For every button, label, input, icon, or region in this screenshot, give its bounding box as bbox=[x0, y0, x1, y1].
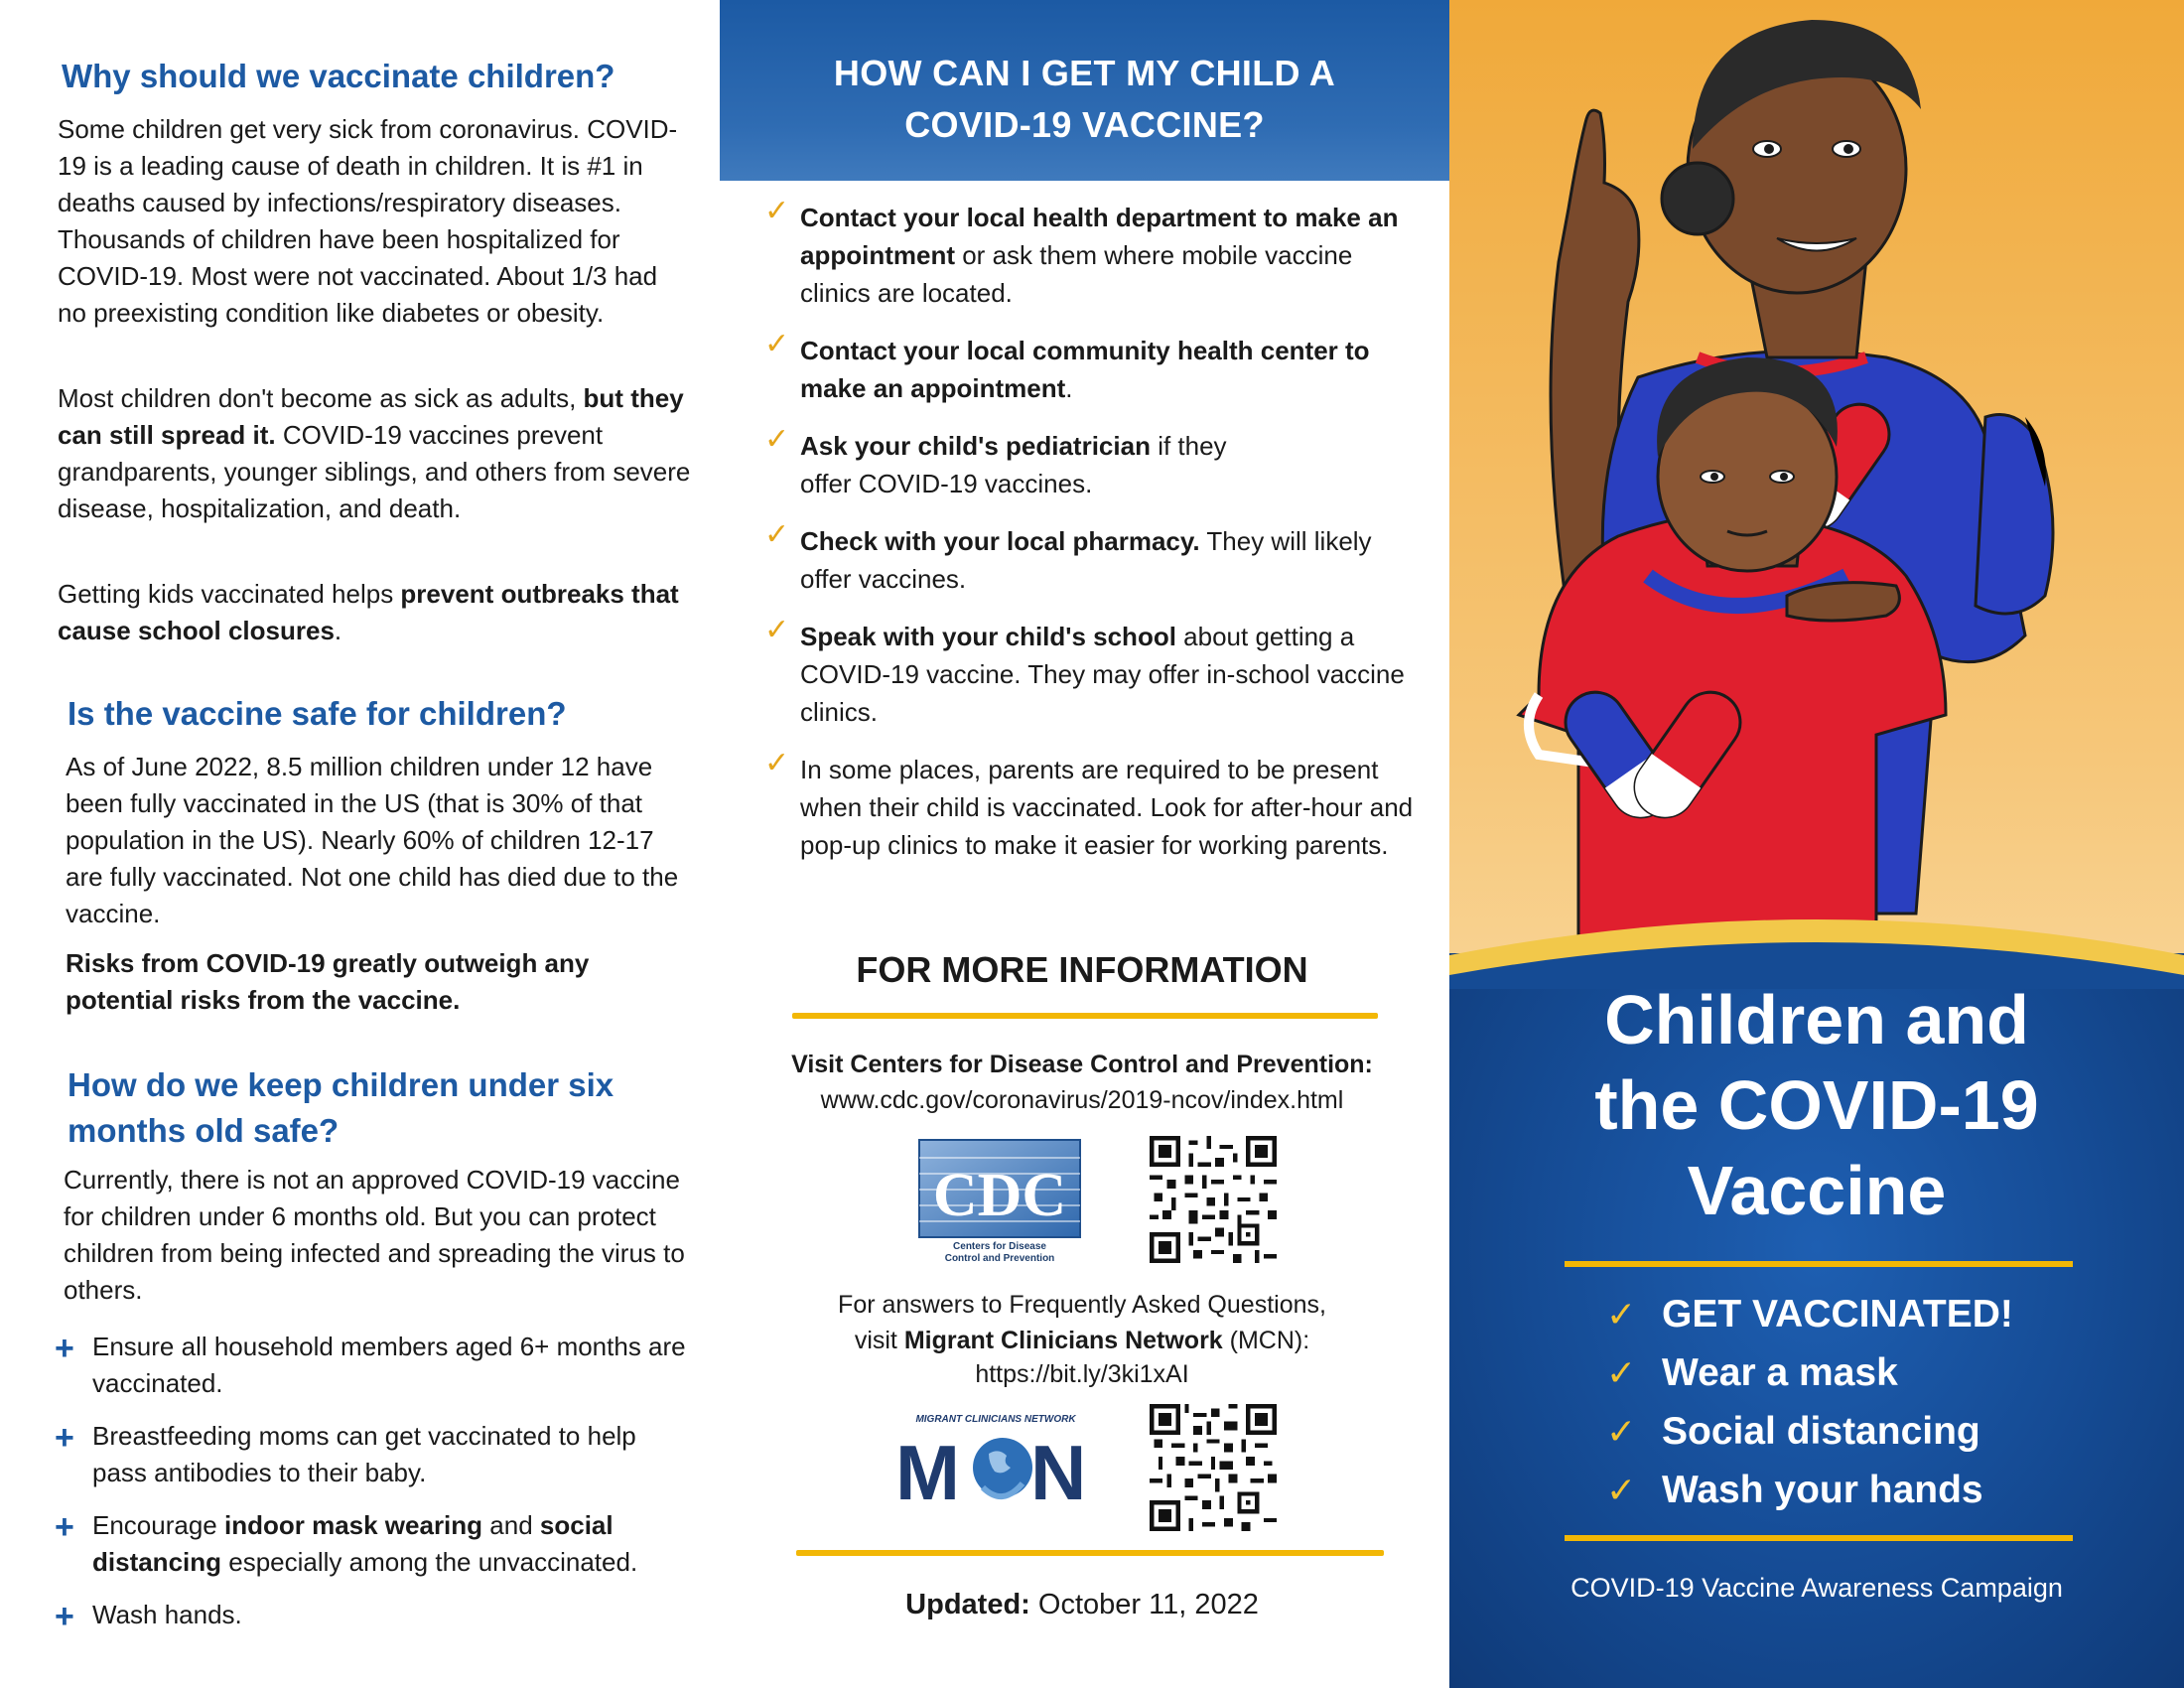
list-item-text: Social distancing bbox=[1662, 1410, 1980, 1453]
vaccine-options-list bbox=[764, 195, 1420, 864]
check-icon: ✓ bbox=[764, 518, 790, 551]
faq-bold: Migrant Clinicians Network bbox=[903, 1327, 1223, 1354]
middle-header-text: HOW CAN I GET MY CHILD A COVID-19 VACCINE? bbox=[833, 53, 1336, 145]
updated-date: October 11, 2022 bbox=[1029, 1589, 1259, 1620]
list-item-text: about getting a COVID-19 vaccine. They may offer in-school vaccine clinics. bbox=[800, 622, 1405, 727]
cover-checklist bbox=[1606, 1285, 2122, 1519]
protection-list bbox=[55, 1329, 690, 1649]
list-item bbox=[55, 1329, 690, 1402]
faq-line-2 bbox=[715, 1323, 1449, 1358]
check-icon: ✓ bbox=[1606, 1352, 1637, 1393]
faq-text: visit bbox=[854, 1327, 904, 1354]
gold-divider bbox=[1565, 1535, 2073, 1541]
mcn-logo-m: M bbox=[895, 1429, 960, 1509]
list-item-text: GET VACCINATED! bbox=[1662, 1293, 2013, 1336]
list-item-bold: social distancing bbox=[92, 1510, 614, 1577]
list-item bbox=[1606, 1402, 2122, 1461]
updated-label: Updated: bbox=[905, 1589, 1030, 1620]
why-p3-text: Getting kids vaccinated helps bbox=[58, 579, 401, 609]
campaign-name: COVID-19 Vaccine Awareness Campaign bbox=[1570, 1573, 2063, 1603]
list-item-bold: Check with your local pharmacy. bbox=[800, 526, 1200, 556]
check-icon: ✓ bbox=[764, 423, 790, 456]
list-item-text: Breastfeeding moms can get vaccinated to help pass antibodies to their baby. bbox=[92, 1421, 636, 1487]
check-icon: ✓ bbox=[764, 747, 790, 779]
cdc-logo-sub2: Control and Prevention bbox=[944, 1253, 1055, 1264]
check-icon: ✓ bbox=[764, 614, 790, 646]
plus-icon: + bbox=[55, 1330, 74, 1367]
cover-title-line: the COVID-19 bbox=[1594, 1066, 2039, 1144]
why-heading: Why should we vaccinate children? bbox=[62, 58, 615, 94]
list-item-text: Ensure all household members aged 6+ months are vaccinated. bbox=[92, 1332, 686, 1398]
gold-divider bbox=[1565, 1261, 2073, 1267]
list-item-bold: Ask your child's pediatrician bbox=[800, 431, 1151, 461]
why-p3-end: . bbox=[334, 616, 342, 645]
list-item bbox=[1606, 1343, 2122, 1402]
list-item-bold: indoor mask wearing bbox=[223, 1510, 483, 1540]
why-paragraph-2 bbox=[58, 380, 693, 527]
list-item-bold: Speak with your child's school bbox=[800, 622, 1176, 651]
list-item-text: Wear a mask bbox=[1662, 1351, 1898, 1394]
plus-icon: + bbox=[55, 1508, 74, 1546]
list-item bbox=[764, 423, 1261, 502]
list-item bbox=[55, 1507, 690, 1581]
why-p3-bold: prevent outbreaks that cause school closures bbox=[58, 579, 679, 645]
cdc-label: Visit Centers for Disease Control and Prevention: bbox=[791, 1051, 1373, 1078]
mcn-logo-top: MIGRANT CLINICIANS NETWORK bbox=[915, 1414, 1076, 1425]
cdc-qr-code[interactable] bbox=[1150, 1136, 1277, 1263]
list-item bbox=[55, 1418, 690, 1491]
gold-divider bbox=[792, 1013, 1378, 1019]
cover-title-line: Vaccine bbox=[1687, 1152, 1947, 1229]
yellow-curve bbox=[1449, 900, 2184, 989]
why-paragraph-3 bbox=[58, 576, 693, 649]
list-item-text: Wash hands. bbox=[92, 1600, 242, 1629]
family-illustration bbox=[1449, 0, 2184, 993]
mcn-logo-n: N bbox=[1030, 1429, 1087, 1509]
list-item bbox=[1606, 1461, 2122, 1519]
cdc-logo-sub1: Centers for Disease bbox=[953, 1241, 1046, 1252]
left-panel bbox=[0, 0, 715, 1688]
faq-url[interactable]: https://bit.ly/3ki1xAI bbox=[975, 1360, 1189, 1388]
safe-heading: Is the vaccine safe for children? bbox=[68, 695, 567, 732]
more-info-heading: FOR MORE INFORMATION bbox=[856, 949, 1308, 990]
six-months-paragraph: Currently, there is not an approved COVID-19 vaccine for children under 6 months old. But you can protect children from being infected and spreading the virus to others. bbox=[64, 1165, 685, 1305]
plus-icon: + bbox=[55, 1419, 74, 1457]
list-item-text: especially among the unvaccinated. bbox=[221, 1547, 638, 1577]
list-item-text: and bbox=[482, 1510, 540, 1540]
middle-header bbox=[720, 0, 1449, 181]
why-p2-text: Most children don't become as sick as adults, bbox=[58, 383, 584, 413]
cover-title bbox=[1449, 977, 2184, 1233]
safe-paragraph-2: Risks from COVID-19 greatly outweigh any potential risks from the vaccine. bbox=[66, 948, 590, 1015]
plus-icon: + bbox=[55, 1598, 74, 1635]
why-paragraph-1: Some children get very sick from coronavirus. COVID-19 is a leading cause of death in children. It is #1 in deaths caused by infections/respiratory diseases. Thousands of children have been hospitalized for COVID-19. Most were not vaccinated. About 1/3 had no preexisting condition like diabetes or obesity. bbox=[58, 114, 678, 328]
list-item-text: or ask them where mobile vaccine clinics are located. bbox=[800, 240, 1353, 308]
list-item bbox=[764, 328, 1420, 407]
why-p2-text-end: COVID-19 vaccines prevent grandparents, younger siblings, and others from severe disease, hospitalization, and death. bbox=[58, 420, 691, 523]
list-item bbox=[1606, 1285, 2122, 1343]
faq-text-end: (MCN): bbox=[1222, 1327, 1310, 1354]
check-icon: ✓ bbox=[1606, 1411, 1637, 1452]
mcn-logo bbox=[891, 1410, 1100, 1509]
cdc-logo bbox=[917, 1138, 1082, 1265]
six-months-heading: How do we keep children under six months old safe? bbox=[68, 1066, 614, 1149]
gold-divider bbox=[796, 1550, 1384, 1556]
list-item-text: Encourage bbox=[92, 1510, 224, 1540]
faq-line-1: For answers to Frequently Asked Questions, bbox=[838, 1291, 1326, 1319]
check-icon: ✓ bbox=[764, 328, 790, 360]
list-item-bold: Contact your local community health center to make an appointment bbox=[800, 336, 1370, 403]
updated-line bbox=[715, 1587, 1449, 1622]
check-icon: ✓ bbox=[764, 195, 790, 227]
list-item bbox=[764, 195, 1420, 312]
why-p2-bold: but they can still spread it. bbox=[58, 383, 684, 450]
cdc-url[interactable]: www.cdc.gov/coronavirus/2019-ncov/index.html bbox=[820, 1086, 1344, 1114]
check-icon: ✓ bbox=[1606, 1470, 1637, 1510]
list-item bbox=[55, 1597, 690, 1633]
list-item-text: They will likely offer vaccines. bbox=[800, 526, 1372, 594]
cdc-logo-text: CDC bbox=[932, 1162, 1067, 1229]
list-item-text: Wash your hands bbox=[1662, 1469, 1983, 1511]
mcn-qr-code[interactable] bbox=[1150, 1404, 1277, 1531]
middle-panel bbox=[715, 0, 1449, 1688]
list-item-text: if they offer COVID-19 vaccines. bbox=[800, 431, 1227, 498]
list-item bbox=[764, 747, 1420, 864]
list-item bbox=[764, 614, 1420, 731]
cover-title-line: Children and bbox=[1604, 981, 2029, 1058]
list-item-text: . bbox=[1065, 373, 1073, 403]
check-icon: ✓ bbox=[1606, 1294, 1637, 1335]
list-item-text: In some places, parents are required to be present when their child is vaccinated. Look for after-hour and pop-up clinics to make it easier for working parents. bbox=[800, 755, 1414, 860]
cover-panel bbox=[1449, 0, 2184, 1688]
list-item-bold: Contact your local health department to make an appointment bbox=[800, 203, 1399, 270]
list-item bbox=[764, 518, 1420, 598]
safe-paragraph-1: As of June 2022, 8.5 million children under 12 have been fully vaccinated in the US (that is 30% of that population in the US). Nearly 60% of children 12-17 are fully vaccinated. Not one child has died due to the vaccine. bbox=[66, 752, 679, 928]
